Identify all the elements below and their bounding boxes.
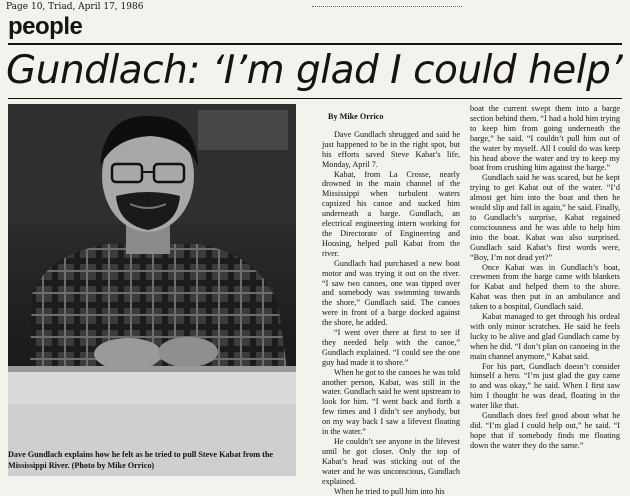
paragraph: Kabat managed to get through his ordeal with only minor scratches. He said he feels lucky to be alive and glad Gundlach came by when he did. “I don’t plan on canoeing in the main channel anymore,” Kabat said. xyxy=(470,312,620,361)
section-rule xyxy=(8,43,622,45)
paragraph: When he got to the canoes he was told another person, Kabat, was still in the water. Gundlach said he went upstream to look for him. “I went back and forth a few times and I didn’t see anybody, but on my way back I saw a lifevest floating in the water.” xyxy=(322,367,460,437)
article-column-1 xyxy=(322,112,460,496)
paragraph: Gundlach said he was scared, but he kept trying to get Kabat out of the water. “I’d almost get him into the boat and then he would slip and fall in again,” he said. Finally, to Gundlach’s surprise, Kabat regained consciousness and he was able to help him into the boat. Kabat was also surprised. Gundlach said Kabat’s first words were, “Boy, I’m not dead yet?” xyxy=(470,173,620,262)
paragraph: He couldn’t see anyone in the lifevest until he got closer. Only the top of Kabat’s head was sticking out of the water and he was unconscious, Gundlach explained. xyxy=(322,437,460,486)
paragraph: For his part, Gundlach doesn’t consider himself a hero. “I’m just glad the guy came to and was okay,” he said. When I first saw him I thought he was dead, floating in the water like that. xyxy=(470,361,620,411)
paragraph: boat the current swept them into a barge section behind them. “I had a hold him trying to keep him from going underneath the barge,” he said. “I couldn’t pull him out of the water by myself. All I could do was keep his head above the water and try to keep my boat from crushing him against the barge.” xyxy=(470,104,620,173)
paragraph: Gundlach had purchased a new boat motor and was trying it out on the river. “I saw two canoes, one was tipped over and somebody was swimming towards the shore,” Gundlach said. The canoes were in front of a barge docked against the shore, he added. xyxy=(322,258,460,328)
paragraph: Once Kabat was in Gundlach’s boat, crewmen from the barge came with blankets for Kabat and helped them to the shore. Kabat was then put in an ambulance and taken to a hospital, Gundlach said. xyxy=(470,262,620,312)
man-at-table-photo-icon xyxy=(8,104,296,476)
byline: By Mike Orrico xyxy=(328,112,384,121)
paragraph: Gundlach does feel good about what he did. “I’m glad I could help out,” he said. “I hope that if somebody finds me floating down the water they do the same.” xyxy=(470,411,620,450)
folio-dotted-rule xyxy=(312,6,462,7)
headline-rule xyxy=(8,98,622,99)
headline: Gundlach: ‘I’m glad I could help’ xyxy=(6,48,623,93)
news-photo xyxy=(8,104,296,476)
paragraph: When he tried to pull him into his xyxy=(334,486,445,496)
paragraph: Dave Gundlach shrugged and said he just happened to be in the right spot, but his efforts saved Steve Kabat’s life, Monday, April 7. xyxy=(322,129,460,169)
page-folio: Page 10, Triad, April 17, 1986 xyxy=(6,2,144,12)
photo-caption: Dave Gundlach explains how he felt as he tried to pull Steve Kabat from the Mississippi River. (Photo by Mike Orrico) xyxy=(8,450,274,470)
article-column-2 xyxy=(470,104,620,451)
paragraph: Kabat, from La Crosse, nearly drowned in the main channel of the Mississippi when turbulent waters capsized his canoe and sucked him underneath a barge. Gundlach, an electrical engineering intern working for the Directorate of Engineering and Housing, helped pull Kabat from the river. xyxy=(322,169,460,258)
section-title: people xyxy=(8,13,83,40)
paragraph: “I went over there at first to see if they needed help with the canoe,” Gundlach explained. “I could see the one guy had made it to shore.” xyxy=(322,328,460,367)
